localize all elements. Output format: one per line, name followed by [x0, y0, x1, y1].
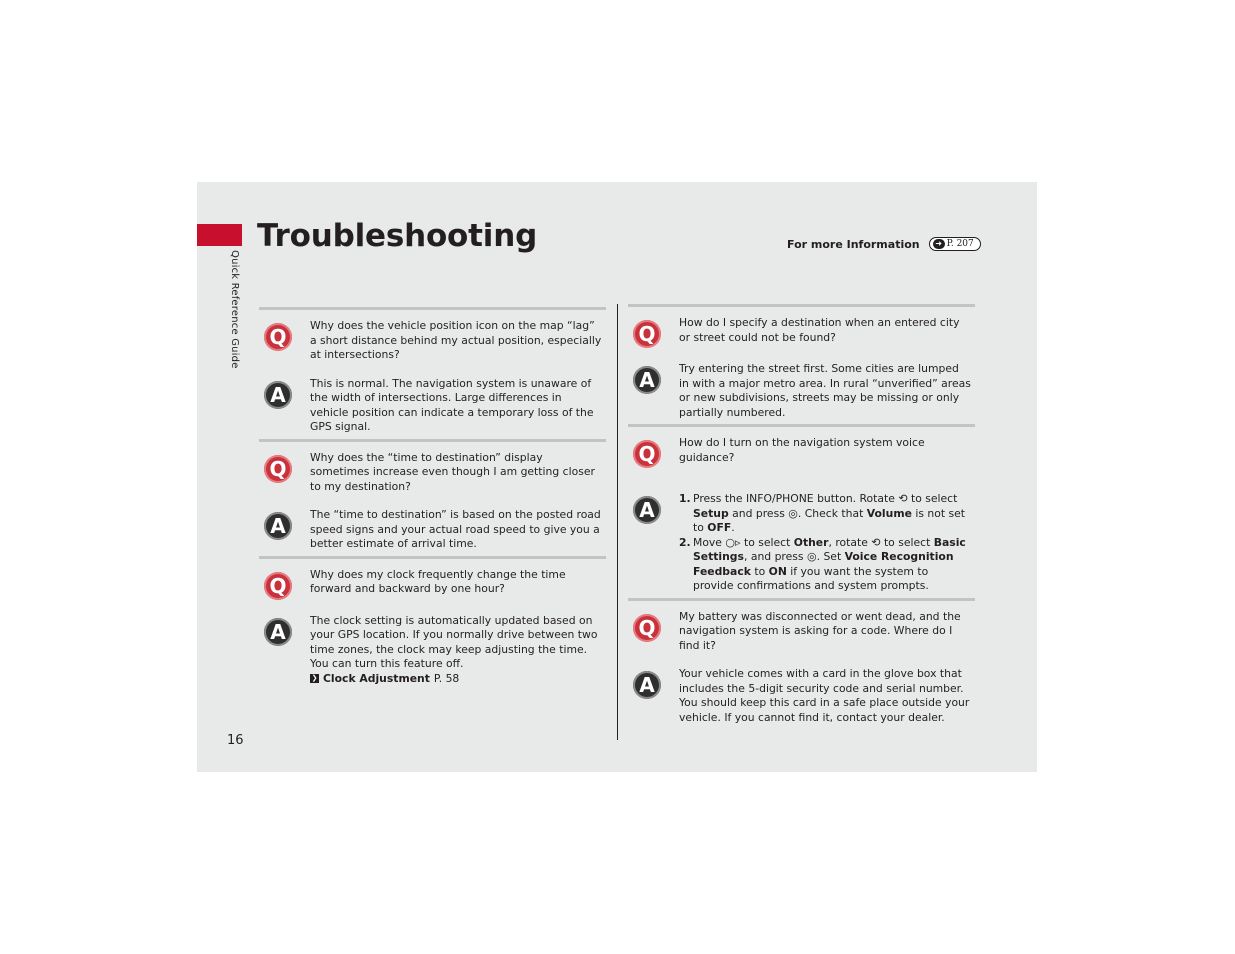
question-text: My battery was disconnected or went dead, and the navigation system is asking for a code. Where do I find it? [679, 609, 961, 652]
qa-item [259, 556, 606, 691]
qa-item [628, 598, 975, 730]
answer-row [628, 362, 975, 420]
more-info-page: P. 207 [946, 239, 974, 249]
answer-text: The “time to destination” is based on the posted road speed signs and your actual road speed to give you a better estimate of arrival time. [310, 508, 601, 550]
answer-badge-icon: A [633, 366, 661, 394]
question-badge-icon: Q [264, 455, 292, 483]
step-text: to select [883, 535, 931, 549]
question-row [259, 568, 606, 600]
step-text: . Check that [797, 506, 864, 520]
manual-page [197, 182, 1037, 772]
question-row [259, 451, 606, 495]
step-item [679, 492, 971, 536]
question-badge-icon: Q [264, 323, 292, 351]
qa-item [259, 439, 606, 556]
step-text: to select [743, 535, 791, 549]
step-bold: ON [768, 564, 787, 578]
question-text: How do I turn on the navigation system voice guidance? [679, 436, 925, 464]
question-row [628, 436, 975, 468]
answer-row [259, 508, 606, 552]
step-text: to select [910, 492, 958, 505]
qa-item [628, 424, 975, 598]
question-row [628, 610, 975, 654]
answer-row [259, 614, 606, 687]
crossref-arrow-icon: ❯ [311, 674, 318, 683]
step-text: is not set to [693, 506, 966, 534]
question-text: How do I specify a destination when an entered city or street could not be found? [679, 316, 960, 344]
question-badge-icon: Q [264, 572, 292, 600]
answer-block [310, 614, 602, 687]
crossref-page: P. 58 [433, 671, 460, 685]
step-bold: Voice Recognition Feedback [693, 550, 954, 578]
interface-dial-icon: ⟲ [871, 535, 881, 549]
question-text: Why does my clock frequently change the time forward and backward by one hour? [310, 567, 566, 595]
answer-row [628, 667, 975, 725]
crossref-link[interactable] [310, 672, 602, 687]
interface-dial-icon: ⟲ [898, 492, 908, 505]
step-text: , rotate [828, 535, 868, 549]
more-info-link[interactable] [929, 237, 981, 251]
question-row [259, 319, 606, 363]
qa-item [259, 307, 606, 439]
answer-text: The clock setting is automatically updated based on your GPS location. If you normally drive between two time zones, the clock may keep adjusting the time. You can turn this feature off. [310, 613, 598, 670]
arrow-right-icon: ➜ [933, 239, 945, 249]
step-text: . [731, 521, 735, 534]
step-text: , and press [743, 550, 804, 563]
question-badge-icon: Q [633, 440, 661, 468]
answer-badge-icon: A [633, 671, 661, 699]
crossref-title: Clock Adjustment [323, 671, 430, 685]
answer-badge-icon: A [264, 512, 292, 540]
qa-item [628, 304, 975, 424]
left-column [259, 307, 606, 690]
answer-badge-icon: A [264, 618, 292, 646]
step-bold: Volume [866, 506, 912, 520]
answer-text: Try entering the street first. Some cities are lumped in with a major metro area. In rural “unverified” areas or new subdivisions, streets may be missing or only partially numbered. [679, 362, 971, 419]
page-title: Troubleshooting [257, 218, 538, 254]
answer-row [259, 377, 606, 435]
step-text: if you want the system to provide confirmations and system prompts. [693, 564, 929, 592]
page-number: 16 [227, 733, 244, 748]
question-badge-icon: Q [633, 320, 661, 348]
step-number: 2. [679, 535, 691, 549]
column-divider [617, 304, 618, 740]
question-row [628, 316, 975, 348]
press-dial-icon: ◎ [788, 506, 798, 520]
step-text: to [754, 564, 766, 578]
answer-badge-icon: A [264, 381, 292, 409]
section-tab-marker [197, 224, 242, 246]
answer-text: This is normal. The navigation system is unaware of the width of intersections. Large differences in vehicle position can indicate a temporary loss of the GPS signal. [310, 376, 594, 433]
step-text: Press the INFO/PHONE button. Rotate [693, 492, 895, 505]
answer-text: Your vehicle comes with a card in the glove box that includes the 5-digit security code and serial number. You should keep this card in a safe place outside your vehicle. If you cannot find it, contact your dealer. [679, 667, 970, 724]
steps-list [679, 492, 971, 594]
more-info-label: For more Information [787, 237, 920, 251]
step-bold: Other [793, 535, 829, 549]
step-text: . Set [816, 550, 842, 563]
right-column [628, 304, 975, 729]
question-text: Why does the vehicle position icon on the map “lag” a short distance behind my actual position, especially at intersections? [310, 319, 602, 361]
step-text: Move [693, 535, 722, 549]
step-number: 1. [679, 492, 691, 505]
step-bold: Setup [693, 506, 729, 520]
question-text: Why does the “time to destination” display sometimes increase even though I am getting closer to my destination? [310, 450, 595, 493]
move-right-icon: ○▹ [725, 535, 741, 549]
answer-badge-icon: A [633, 496, 661, 524]
step-item [679, 536, 971, 594]
answer-steps [679, 492, 971, 594]
answer-row [628, 492, 975, 594]
side-label: Quick Reference Guide [229, 250, 240, 369]
more-info [787, 237, 981, 251]
question-badge-icon: Q [633, 614, 661, 642]
press-dial-icon: ◎ [806, 550, 817, 563]
step-bold: Basic Settings [693, 535, 966, 563]
step-bold: OFF [707, 521, 732, 534]
step-text: and press [732, 506, 785, 520]
